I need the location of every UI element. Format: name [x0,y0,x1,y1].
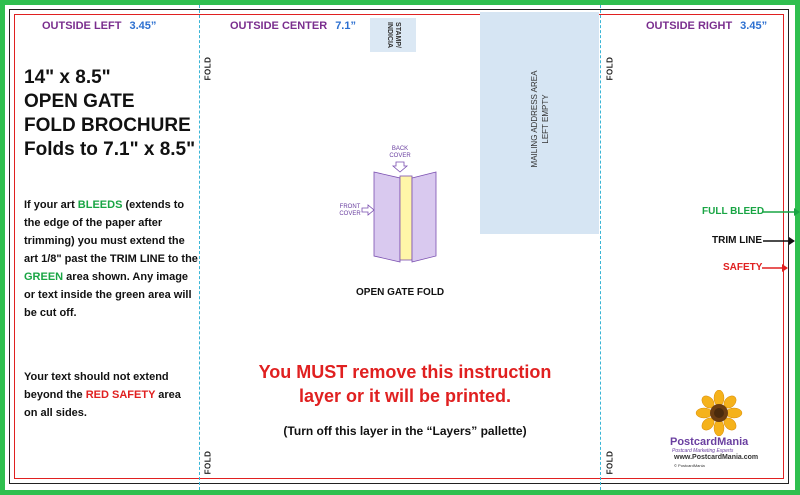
full-bleed-arrow-icon [762,207,800,217]
stamp-indicia-box [370,18,416,52]
stamp-label: STAMP/ INDICIA [386,21,401,49]
panel-header-right [646,20,767,32]
title-line: 14" x 8.5" [24,67,111,88]
fold-label: FOLD [203,56,213,81]
text-run: area shown. Any image or text inside the green area will be cut off. [24,271,192,319]
trim-line-legend [712,235,762,246]
center-panel [400,176,412,260]
title-line: OPEN GATE [24,91,135,112]
green-highlight: GREEN [24,271,64,283]
text-run: If your art [24,199,78,211]
back-cover-label: BACK COVER [389,146,411,159]
panel-label: OUTSIDE RIGHT [646,20,733,32]
bleed-instructions [24,196,199,322]
fold-label: FOLD [605,56,615,81]
front-cover-label: FRONT COVER [339,204,361,217]
safety-legend [723,262,762,273]
gate-fold-diagram [330,140,450,270]
text-run: area on all sides. [24,389,181,419]
remove-layer-warning [240,360,570,408]
panel-size: 7.1” [335,20,356,32]
panel-header-center [230,20,356,32]
left-flap [374,172,400,262]
title-line: Folds to 7.1" x 8.5" [24,139,196,160]
warning-line: layer or it will be printed. [298,386,512,406]
logo-brand: PostcardMania [670,436,749,448]
mailing-line-2: LEFT EMPTY [540,93,550,144]
panel-label: OUTSIDE LEFT [42,20,122,32]
legend-label: TRIM LINE [712,235,762,246]
title-line: FOLD BROCHURE [24,115,191,136]
panel-size: 3.45” [129,20,157,32]
sunflower-icon [694,390,744,436]
legend-label: SAFETY [723,262,763,273]
red-safety-highlight: RED SAFETY [85,389,156,401]
fold-label: FOLD [605,450,615,475]
safety-arrow-icon [762,263,788,273]
logo-copyright: © PostcardMania [674,463,705,468]
trim-line-arrow-icon [763,236,795,246]
fold-line-left [199,5,200,490]
logo-tagline: Postcard Marketing Experts [672,448,734,454]
text-run: Your text should not extend beyond the [24,371,169,401]
postcardmania-logo [660,390,780,470]
fold-line-right [600,5,601,490]
legend-label: FULL BLEED [702,206,765,217]
fold-label: FOLD [203,450,213,475]
panel-header-left [42,20,156,32]
mailing-address-area [480,12,599,234]
right-flap [412,172,436,262]
back-cover-arrow-icon [393,162,407,172]
mailing-label [529,44,551,194]
front-cover-arrow-icon [362,205,374,215]
safety-instructions [24,368,194,422]
diagram-caption: OPEN GATE FOLD [356,287,445,298]
panel-label: OUTSIDE CENTER [230,20,328,32]
panel-size: 3.45” [740,20,768,32]
warning-line: You MUST remove this instruction [258,362,552,382]
turn-off-layer-note: (Turn off this layer in the “Layers” pallette) [283,424,527,438]
full-bleed-legend [702,206,764,217]
bleeds-highlight: BLEEDS [77,199,123,211]
brochure-title [24,66,195,162]
logo-url[interactable]: www.PostcardMania.com [674,454,759,461]
text-run: (extends to the edge of the paper after trimming) you must extend the art 1/8" past the TRIM LINE to the [24,199,198,265]
mailing-line-1: MAILING ADDRESS AREA [529,70,539,168]
